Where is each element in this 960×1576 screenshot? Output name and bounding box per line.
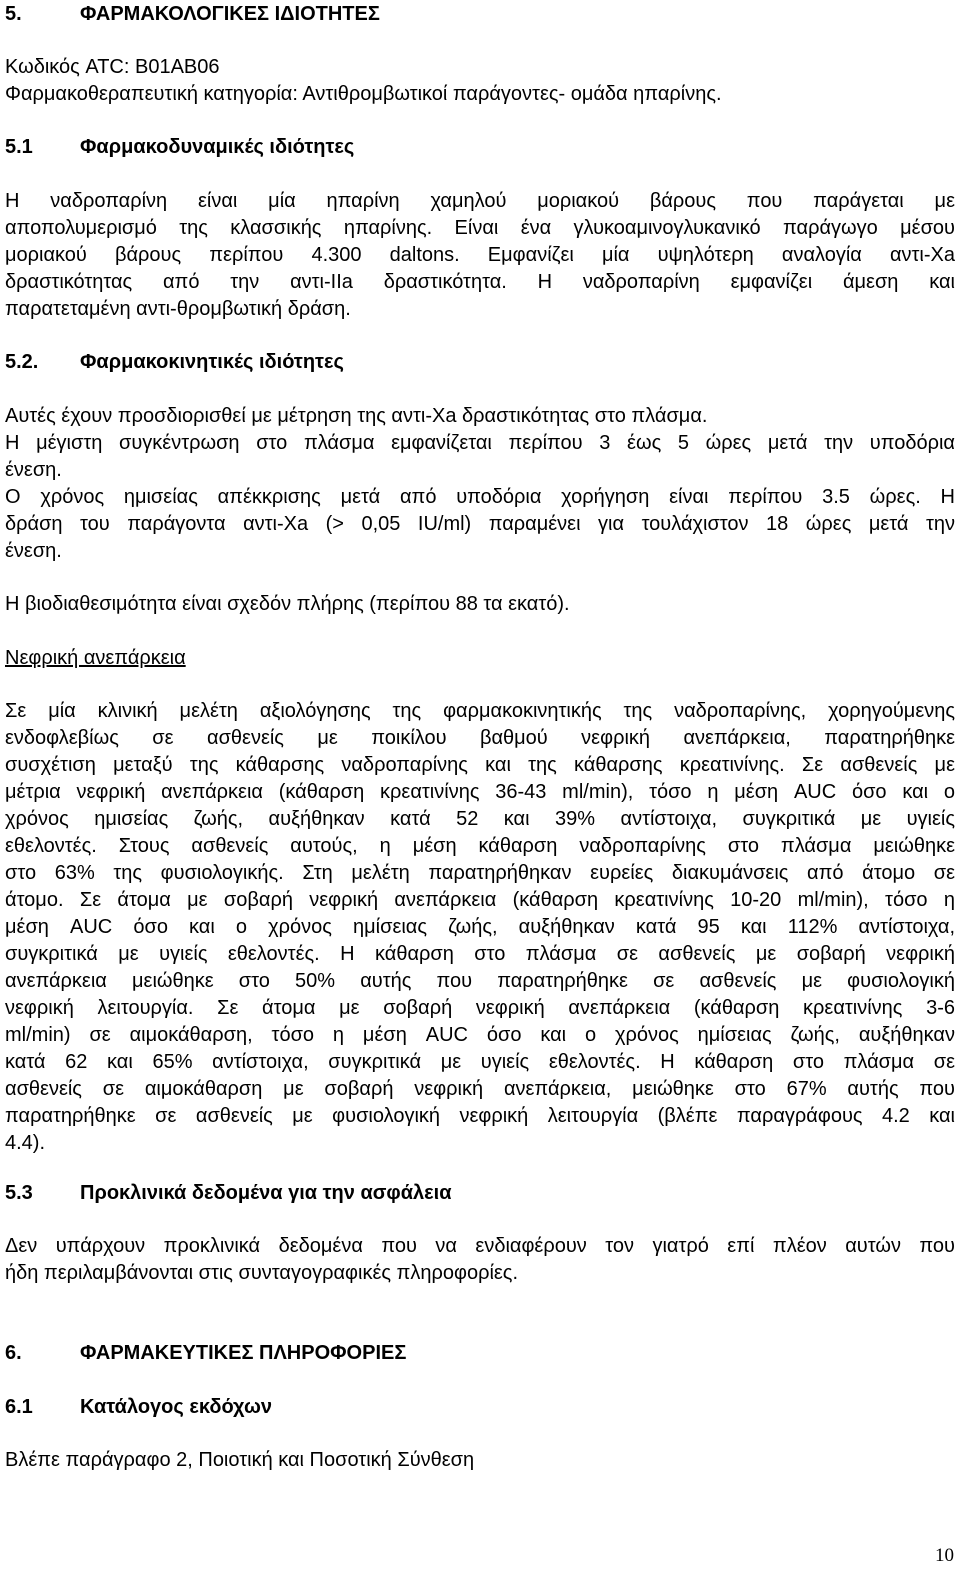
paragraph-line: παρατηρήθηκε σε ασθενείς με φυσιολογική νεφρική λειτουργία (βλέπε παραγράφους 4.2 και [5,1105,955,1127]
paragraph-line: αποπολυμερισμό της κλασσικής ηπαρίνης. Είναι ένα γλυκοαμινογλυκανικό παράγωγο μέσου [5,217,955,239]
bioavailability-text: Η βιοδιαθεσιμότητα είναι σχεδόν πλήρης (περίπου 88 τα εκατό). [5,593,570,615]
section-5-number: 5. [5,3,22,25]
paragraph-line: ανεπάρκεια μειώθηκε στο 50% αυτής που παρατηρήθηκε σε ασθενείς με φυσιολογική [5,970,955,992]
paragraph-line: Η μέγιστη συγκέντρωση στο πλάσμα εμφανίζεται περίπου 3 έως 5 ώρες μετά την υποδόρια [5,432,955,454]
page-number: 10 [935,1545,954,1566]
paragraph-line: δράση του παράγοντα αντι-Xa (> 0,05 IU/ml) παραμένει για τουλάχιστον 18 ώρες μετά την [5,513,955,535]
section-5-2-number: 5.2. [5,351,39,373]
paragraph-line: συγκριτικά με υγιείς εθελοντές. Η κάθαρση στο πλάσμα σε ασθενείς με σοβαρή νεφρική [5,943,955,965]
paragraph-line: μέτρια νεφρική ανεπάρκεια (κάθαρση κρεατινίνης 36-43 ml/min), τόσο η μέση AUC όσο και ο [5,781,955,803]
section-6-1-number: 6.1 [5,1396,33,1418]
paragraph-line: Ο χρόνος ημισείας απέκκρισης μετά από υποδόρια χορήγηση είναι περίπου 3.5 ώρες. Η [5,486,955,508]
pharmacotherapeutic-category: Φαρμακοθεραπευτική κατηγορία: Αντιθρομβωτικοί παράγοντες- ομάδα ηπαρίνης. [5,83,722,105]
atc-code: Κωδικός ATC: B01AB06 [5,56,220,78]
paragraph-line: κατά 62 και 65% αντίστοιχα, συγκριτικά με υγιείς εθελοντές. Η κάθαρση στο πλάσμα σε [5,1051,955,1073]
paragraph-line: ήδη περιλαμβάνονται στις συνταγογραφικές πληροφορίες. [5,1262,518,1284]
paragraph-line: μέση AUC όσο και ο χρόνος ημίσειας ζωής, αυξήθηκαν κατά 95 και 112% αντίστοιχα, [5,916,955,938]
excipients-reference: Βλέπε παράγραφο 2, Ποιοτική και Ποσοτική Σύνθεση [5,1449,475,1471]
paragraph-line: άτομο. Σε άτομα με σοβαρή νεφρική ανεπάρκεια (κάθαρση κρεατινίνης 10-20 ml/min), τόσο η [5,889,955,911]
paragraph-line: στο 63% της φυσιολογικής. Στη μελέτη παρατηρήθηκαν ευρείες διακυμάνσεις από άτομο σε [5,862,955,884]
section-5-3-number: 5.3 [5,1182,33,1204]
paragraph-line: ml/min) σε αιμοκάθαρση, τόσο η μέση AUC όσο και ο χρόνος ημίσειας ζωής, αυξήθηκαν [5,1024,955,1046]
section-5-1-title: Φαρμακοδυναμικές ιδιότητες [80,136,355,158]
paragraph-line: Αυτές έχουν προσδιορισθεί με μέτρηση της αντι-Xa δραστικότητας στο πλάσμα. [5,405,708,427]
paragraph-line: δραστικότητας από την αντι-IIa δραστικότητα. Η ναδροπαρίνη εμφανίζει άμεση και [5,271,955,293]
paragraph-line: συσχέτιση μεταξύ της κάθαρσης ναδροπαρίνης και της κάθαρσης κρεατινίνης. Σε ασθενείς με [5,754,955,776]
section-5-title: ΦΑΡΜΑΚΟΛΟΓΙΚΕΣ ΙΔΙΟΤΗΤΕΣ [80,3,380,25]
section-6-title: ΦΑΡΜΑΚΕΥΤΙΚΕΣ ΠΛΗΡΟΦΟΡΙΕΣ [80,1342,407,1364]
renal-impairment-heading: Νεφρική ανεπάρκεια [5,647,186,669]
paragraph-line: Σε μία κλινική μελέτη αξιολόγησης της φαρμακοκινητικής της ναδροπαρίνης, χορηγούμενης [5,700,955,722]
section-5-1-number: 5.1 [5,136,33,158]
paragraph-line: ένεση. [5,540,62,562]
section-6-1-title: Κατάλογος εκδόχων [80,1396,273,1418]
paragraph-line: παρατεταμένη αντι-θρομβωτική δράση. [5,298,351,320]
section-5-3-title: Προκλινικά δεδομένα για την ασφάλεια [80,1182,452,1204]
paragraph-line: 4.4). [5,1132,46,1154]
paragraph-line: μοριακού βάρους περίπου 4.300 daltons. Εμφανίζει μία υψηλότερη αναλογία αντι-Xa [5,244,955,266]
section-6-number: 6. [5,1342,22,1364]
paragraph-line: Δεν υπάρχουν προκλινικά δεδομένα που να ενδιαφέρουν τον γιατρό επί πλέον αυτών που [5,1235,955,1257]
paragraph-line: ασθενείς σε αιμοκάθαρση με σοβαρή νεφρική ανεπάρκεια, μειώθηκε στο 67% αυτής που [5,1078,955,1100]
paragraph-line: ενδοφλεβίως σε ασθενείς με ποικίλου βαθμού νεφρική ανεπάρκεια, παρατηρήθηκε [5,727,955,749]
paragraph-line: ένεση. [5,459,62,481]
section-5-2-title: Φαρμακοκινητικές ιδιότητες [80,351,344,373]
paragraph-line: εθελοντές. Στους ασθενείς αυτούς, η μέση κάθαρση ναδροπαρίνης στο πλάσμα μειώθηκε [5,835,955,857]
paragraph-line: Η ναδροπαρίνη είναι μία ηπαρίνη χαμηλού μοριακού βάρους που παράγεται με [5,190,955,212]
paragraph-line: νεφρική λειτουργία. Σε άτομα με σοβαρή νεφρική ανεπάρκεια (κάθαρση κρεατινίνης 3-6 [5,997,955,1019]
paragraph-line: χρόνος ημισείας ζωής, αυξήθηκαν κατά 52 και 39% αντίστοιχα, συγκριτικά με υγιείς [5,808,955,830]
